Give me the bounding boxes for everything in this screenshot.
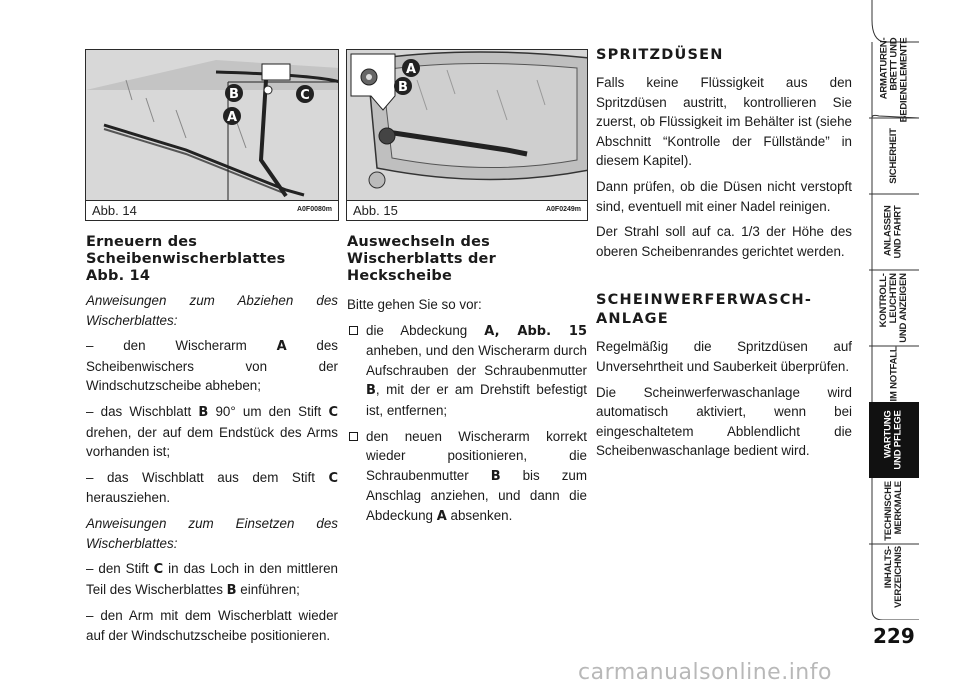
tab-label: ANLASSEN UND FAHRT <box>883 205 904 259</box>
title-line: Wischerblatts der Heckscheibe <box>347 251 496 284</box>
column-1 <box>86 234 338 646</box>
tab-label: INHALTS- VERZEICHNIS <box>883 546 905 608</box>
heading-line: SCHEINWERFERWASCH- <box>596 292 813 309</box>
heading-spritzduesen: SPRITZDÜSEN <box>596 47 724 63</box>
tab-label: IM NOTFALL <box>888 346 899 402</box>
tab-label: WARTUNG UND PFLEGE <box>883 410 905 470</box>
sidebar-tab-anlassen[interactable] <box>869 194 919 270</box>
heading-line: ANLAGE <box>596 311 669 328</box>
rear-wiper-illustration <box>347 50 588 202</box>
title-line: Scheibenwischerblattes <box>86 251 286 267</box>
fig14-label-c: C <box>300 88 310 103</box>
bullet-list <box>347 321 587 527</box>
heading-scheinwerferwaschanlage <box>596 291 852 329</box>
paragraph: Bitte gehen Sie so vor: <box>347 297 482 312</box>
sidebar-tab-technische-merkmale[interactable] <box>869 478 919 544</box>
sidebar-tab-wartung[interactable] <box>869 402 919 478</box>
fig14-label-b: B <box>229 87 239 102</box>
paragraph: – den Arm mit dem Wischerblatt wieder auf der Windschutzscheibe positionieren. <box>86 608 338 643</box>
figure-15 <box>346 49 588 221</box>
figure-15-code: A0F0249m <box>545 206 581 213</box>
paragraph: – den Stift C in das Loch in den mittleren Teil des Wischerblattes B einführen; <box>86 561 338 598</box>
section-title-wiper-blade <box>86 234 338 285</box>
paragraph: – das Wischblatt B 90° um den Stift C drehen, der auf dem Endstück des Arms vorhanden ist; <box>86 403 338 460</box>
paragraph: – den Wischerarm A des Scheibenwischers von der Windschutzscheibe abheben; <box>86 338 338 394</box>
list-item: den neuen Wischerarm korrekt wieder positionieren, die Schraubenmutter B bis zum Anschlag anziehen, und dann die Abdeckung A absenken. <box>347 427 587 527</box>
checkbox-bullet-icon <box>349 432 358 441</box>
sidebar-tab-kontrollleuchten[interactable] <box>869 270 919 346</box>
paragraph: Dann prüfen, ob die Düsen nicht verstopft sind, eventuell mit einer Nadel reinigen. <box>596 178 852 214</box>
paragraph: Anweisungen zum Einsetzen des Wischerblattes: <box>86 515 338 551</box>
column-3 <box>596 46 852 461</box>
column-2 <box>347 234 587 533</box>
title-line: Auswechseln des <box>347 234 490 250</box>
sidebar-tab-sicherheit[interactable] <box>869 118 919 194</box>
paragraph: Der Strahl soll auf ca. 1/3 der Höhe des oberen Scheibenrandes gerichtet werden. <box>596 224 852 259</box>
checkbox-bullet-icon <box>349 326 358 335</box>
paragraph: Falls keine Flüssigkeit aus den Spritzdüsen austritt, kontrollieren Sie zuerst, ob Flüssigkeit im Behälter ist (siehe Abschnitt “Kontrolle der Füllstände” in diesem Kapitel). <box>596 75 852 169</box>
title-line: Erneuern des <box>86 234 198 250</box>
sidebar-tab-inhaltsverzeichnis[interactable] <box>869 544 919 610</box>
paragraph: Anweisungen zum Abziehen des Wischerblattes: <box>86 293 338 328</box>
fig15-label-a: A <box>405 62 417 77</box>
sidebar-tab-armaturenbrett[interactable] <box>869 37 919 123</box>
wiper-windshield-illustration <box>86 50 339 202</box>
figure-14-code: A0F0080m <box>296 206 332 213</box>
figure-14-caption-bar <box>86 200 338 220</box>
figure-14 <box>85 49 339 221</box>
chapter-sidebar <box>869 0 960 692</box>
tab-label: KONTROLL- LEUCHTEN UND ANZEIGEN <box>878 273 909 343</box>
figure-14-caption: Abb. 14 <box>92 203 137 218</box>
tab-label: SICHERHEIT <box>888 128 900 184</box>
fig15-label-b: B <box>398 80 408 95</box>
fig14-label-a: A <box>226 110 238 125</box>
watermark: carmanualsonline.info <box>578 660 832 685</box>
figure-15-caption-bar <box>347 200 587 220</box>
paragraph: – das Wischblatt aus dem Stift C herausziehen. <box>86 469 338 506</box>
sidebar-tab-im-notfall[interactable] <box>869 346 919 402</box>
section-title-rear-wiper <box>347 234 587 285</box>
tab-label: ARMATUREN- BRETT UND BEDIENELEMENTE <box>878 37 910 123</box>
list-item: die Abdeckung A, Abb. 15 anheben, und den Wischerarm durch Aufschrauben der Schraubenmutter B, mit der er am Drehstift befestigt ist, entfernen; <box>347 321 587 421</box>
paragraph: Die Scheinwerferwaschanlage wird automatisch aktiviert, wenn bei eingeschaltetem Abblendlicht die Scheibenwaschanlage bedient wird. <box>596 384 852 459</box>
paragraph: Regelmäßig die Spritzdüsen auf Unversehrtheit und Sauberkeit überprüfen. <box>596 339 852 374</box>
page-number: 229 <box>873 624 915 648</box>
title-line: Abb. 14 <box>86 268 151 284</box>
figure-15-caption: Abb. 15 <box>353 203 398 218</box>
tab-label: TECHNISCHE MERKMALE <box>883 481 905 541</box>
